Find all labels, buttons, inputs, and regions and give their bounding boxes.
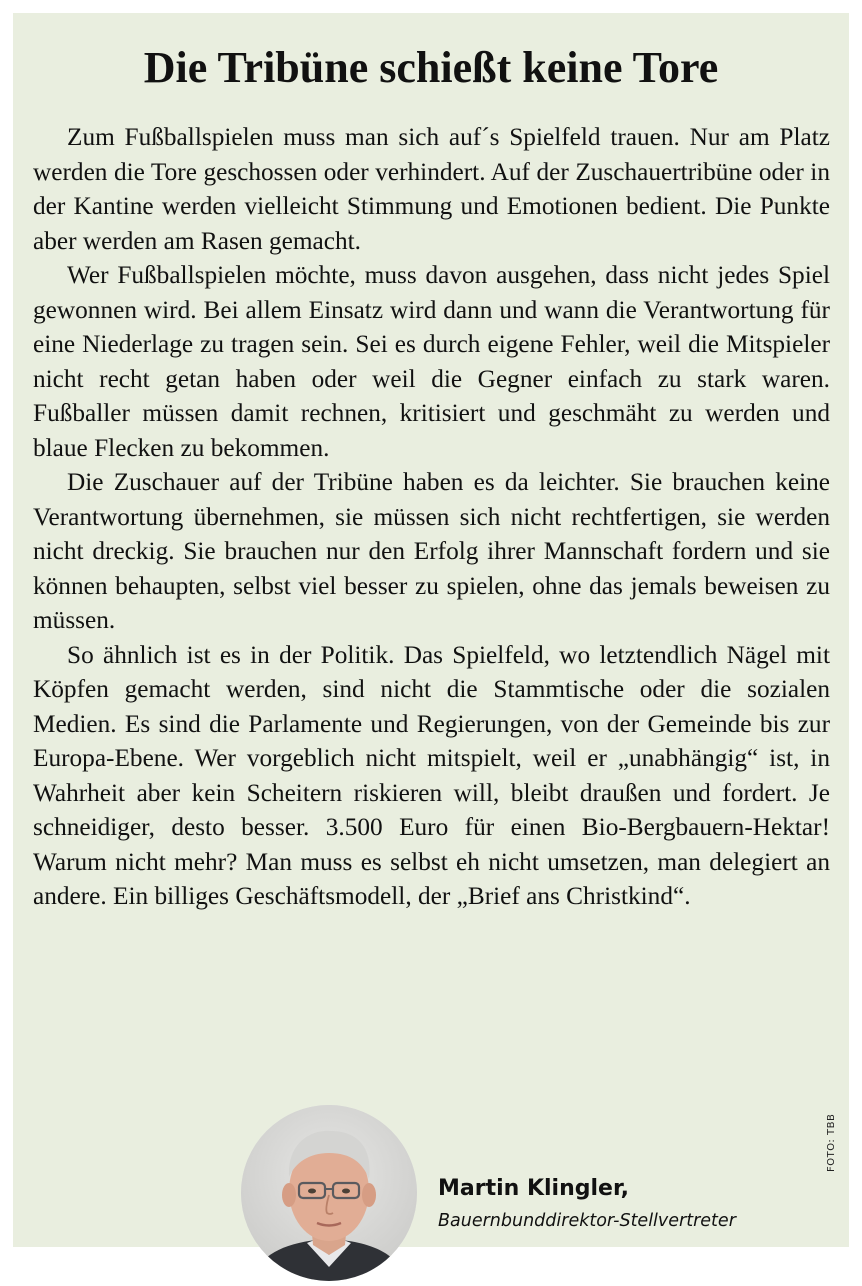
article-body bbox=[33, 120, 830, 914]
photo-credit: FOTO: TBB bbox=[826, 1113, 837, 1172]
author-name: Martin Klingler, bbox=[438, 1176, 629, 1201]
author-portrait-image bbox=[241, 1105, 417, 1281]
article-paragraph: Die Zuschauer auf der Tribüne haben es da leichter. Sie brauchen keine Verantwortung übernehmen, sie müssen sich nicht rechtfertigen, sie werden nicht dreckig. Sie brauchen nur den Erfolg ihrer Mannschaft fordern und sie können behaupten, selbst viel besser zu spielen, ohne das jemals beweisen zu müssen. bbox=[33, 468, 830, 634]
article-title: Die Tribüne schießt keine Tore bbox=[143, 43, 719, 92]
article-paragraph: So ähnlich ist es in der Politik. Das Spielfeld, wo letztendlich Nägel mit Köpfen gemacht werden, sind nicht die Stammtische oder die sozialen Medien. Es sind die Parlamente und Regierungen, von der Gemeinde bis zur Europa-Ebene. Wer vorgeblich nicht mitspielt, weil er „unabhängig“ ist, in Wahrheit aber kein Scheitern riskieren will, bleibt draußen und fordert. Je schneidiger, desto besser. 3.500 Euro für einen Bio-Bergbauern-Hektar! Warum nicht mehr? Man muss es selbst eh nicht umsetzen, man delegiert an andere. Ein billiges Geschäftsmodell, der „Brief ans Christkind“. bbox=[33, 640, 830, 910]
author-portrait bbox=[241, 1105, 417, 1281]
author-role: Bauernbunddirektor-Stellvertreter bbox=[438, 1211, 736, 1231]
article-paragraph: Zum Fußballspielen muss man sich auf´s Spielfeld trauen. Nur am Platz werden die Tore geschossen oder verhindert. Auf der Zuschauertribüne oder in der Kantine werden vielleicht Stimmung und Emotionen bedient. Die Punkte aber werden am Rasen gemacht. bbox=[33, 123, 830, 255]
article-paragraph: Wer Fußballspielen möchte, muss davon ausgehen, dass nicht jedes Spiel gewonnen wird. Bei allem Einsatz wird dann und wann die Verantwortung für eine Niederlage zu tragen sein. Sei es durch eigene Fehler, weil die Mitspieler nicht recht getan haben oder weil die Gegner einfach zu stark waren. Fußballer müssen damit rechnen, kritisiert und geschmäht zu werden und blaue Flecken zu bekommen. bbox=[33, 261, 830, 462]
